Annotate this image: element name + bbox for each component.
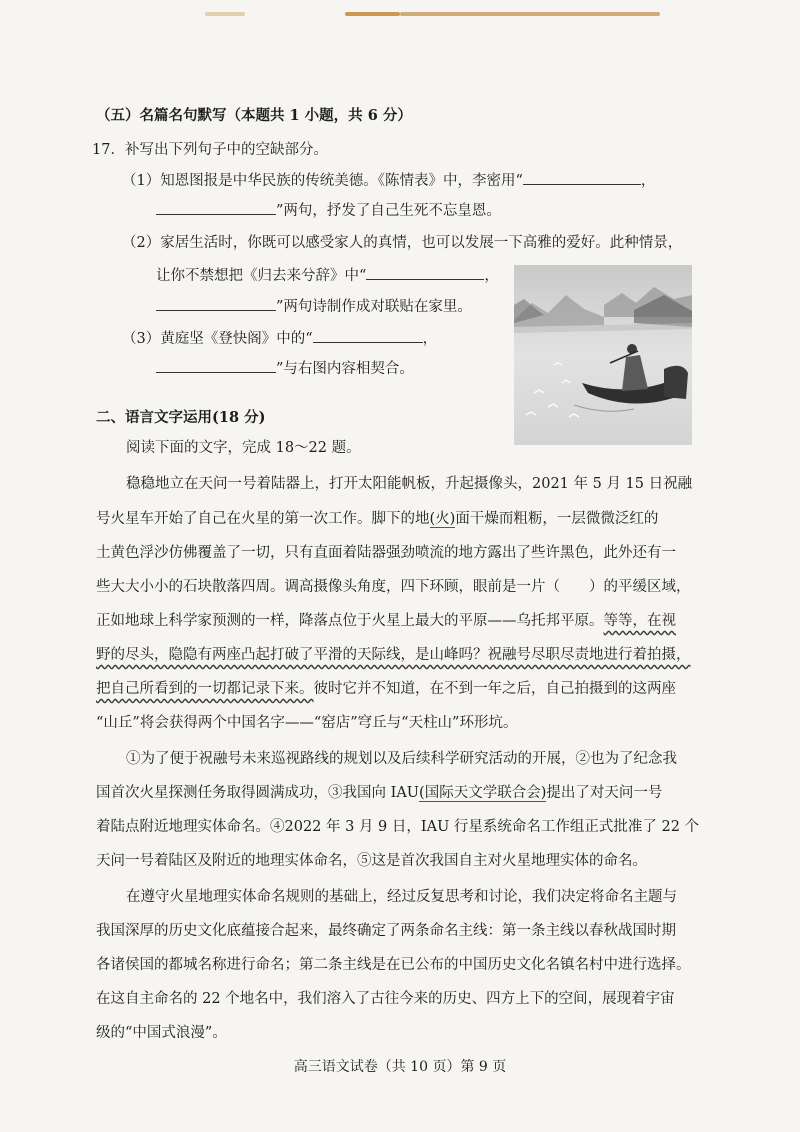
answer-blank[interactable] [156,200,276,215]
answer-blank[interactable] [366,265,484,280]
text: ， [640,173,656,189]
passage-line: 各诸侯国的都城名称进行命名；第二条主线是在已公布的中国历史文化名镇名村中进行选择。 [96,957,691,973]
ink-painting-svg [514,265,692,445]
section-two-heading: 二、语言文字运用(18 分) [96,409,266,426]
text: 提出了对天问一号 [546,785,663,801]
q17-1-line1 [122,170,655,191]
q17-2-line3 [156,296,472,317]
passage-line: 土黄色浮沙仿佛覆盖了一切，只有直面着陆器强劲喷流的地方露出了些许黑色，此外还有一 [96,545,676,561]
passage-line [96,509,658,529]
passage-line: 着陆点附近地理实体命名。④2022 年 3 月 9 日，IAU 行星系统命名工作组正式批准了 22 个 [96,819,700,835]
passage-line: 天问一号着陆区及附近的地理实体命名，⑤这是首次我国自主对火星地理实体的命名。 [96,853,647,869]
text: ， [484,268,499,284]
passage-line: 我国深厚的历史文化底蕴接合起来，最终确定了两条命名主线：第一条主线以春秋战国时期 [96,923,676,939]
passage-line: 在这自主命名的 22 个地名中，我们溶入了古往今来的历史、四方上下的空间，展现着宇宙 [96,991,675,1007]
text: 国首次火星探测任务取得圆满成功，③我国向 IAU [96,785,420,801]
underlined-phrase: (国际天文学联合会) [419,785,547,801]
text: 正如地球上科学家预测的一样，降落点位于火星上最大的平原——乌托邦平原。 [96,613,604,629]
passage-line [96,611,676,631]
passage-line [96,679,676,699]
section-two-instruction: 阅读下面的文字，完成 18～22 题。 [126,440,361,456]
q17-3-line2 [156,358,414,379]
wavy-underlined-text: 野的尽头，隐隐有两座凸起打破了平滑的天际线，是山峰吗？祝融号尽职尽责地进行着拍摄， [96,647,691,663]
text: （3）黄庭坚《登快阁》中的“ [122,331,313,347]
answer-blank[interactable] [156,358,276,373]
q17-1-line2 [156,200,501,221]
question-17-title: 17．补写出下列句子中的空缺部分。 [92,142,328,158]
wavy-underlined-text: 把自己所看到的一切都记录下来。 [96,681,314,697]
q17-2-line1: （2）家居生活时，你既可以感受家人的真情，也可以发展一下高雅的爱好。此种情景， [122,235,683,251]
underlined-word: (火) [429,511,456,527]
text: 面干燥而粗粝，一层微微泛红的 [455,511,659,527]
text: ”两句，抒发了自己生死不忘皇恩。 [276,203,501,219]
passage-line: 在遵守火星地理实体命名规则的基础上，经过反复思考和讨论，我们决定将命名主题与 [126,889,677,905]
top-edge-mark [400,12,660,16]
passage-line: ①为了便于祝融号未来巡视路线的规划以及后续科学研究活动的开展，②也为了纪念我 [126,751,677,767]
top-edge-mark [205,12,245,16]
text: 彼时它并不知道，在不到一年之后，自己拍摄到的这两座 [313,681,676,697]
page-footer: 高三语文试卷（共 10 页）第 9 页 [293,1059,507,1075]
text: 号火星车开始了自己在火星的第一次工作。脚下的地 [96,511,430,527]
passage-line: “山丘”将会获得两个中国名字——“窑店”穹丘与“天柱山”环形坑。 [96,715,518,731]
answer-blank[interactable] [156,296,276,311]
passage-line: 级的“中国式浪漫”。 [96,1025,227,1041]
text: ”与右图内容相契合。 [276,361,414,377]
text: （1）知恩图报是中华民族的传统美德。《陈情表》中，李密用“ [122,173,523,189]
passage-line: 稳稳地立在天问一号着陆器上，打开太阳能帆板，升起摄像头，2021 年 5 月 15 日祝融 [126,476,693,492]
ink-painting-figure [514,265,692,445]
text: 让你不禁想把《归去来兮辞》中“ [156,268,367,284]
answer-blank[interactable] [313,328,423,343]
q17-3-line1 [122,328,437,349]
passage-line: 些大大小小的石块散落四周。调高摄像头角度，四下环顾，眼前是一片（ ）的平缓区域， [96,579,691,595]
answer-blank[interactable] [523,170,641,185]
wavy-underlined-text: 等等，在视 [603,613,676,629]
top-edge-mark [345,12,400,16]
passage-line [96,783,662,803]
text: ”两句诗制作成对联贴在家里。 [276,299,472,315]
q17-2-line2 [156,265,499,286]
text: ， [422,331,438,347]
section-five-heading: （五）名篇名句默写（本题共 1 小题，共 6 分） [96,107,412,124]
